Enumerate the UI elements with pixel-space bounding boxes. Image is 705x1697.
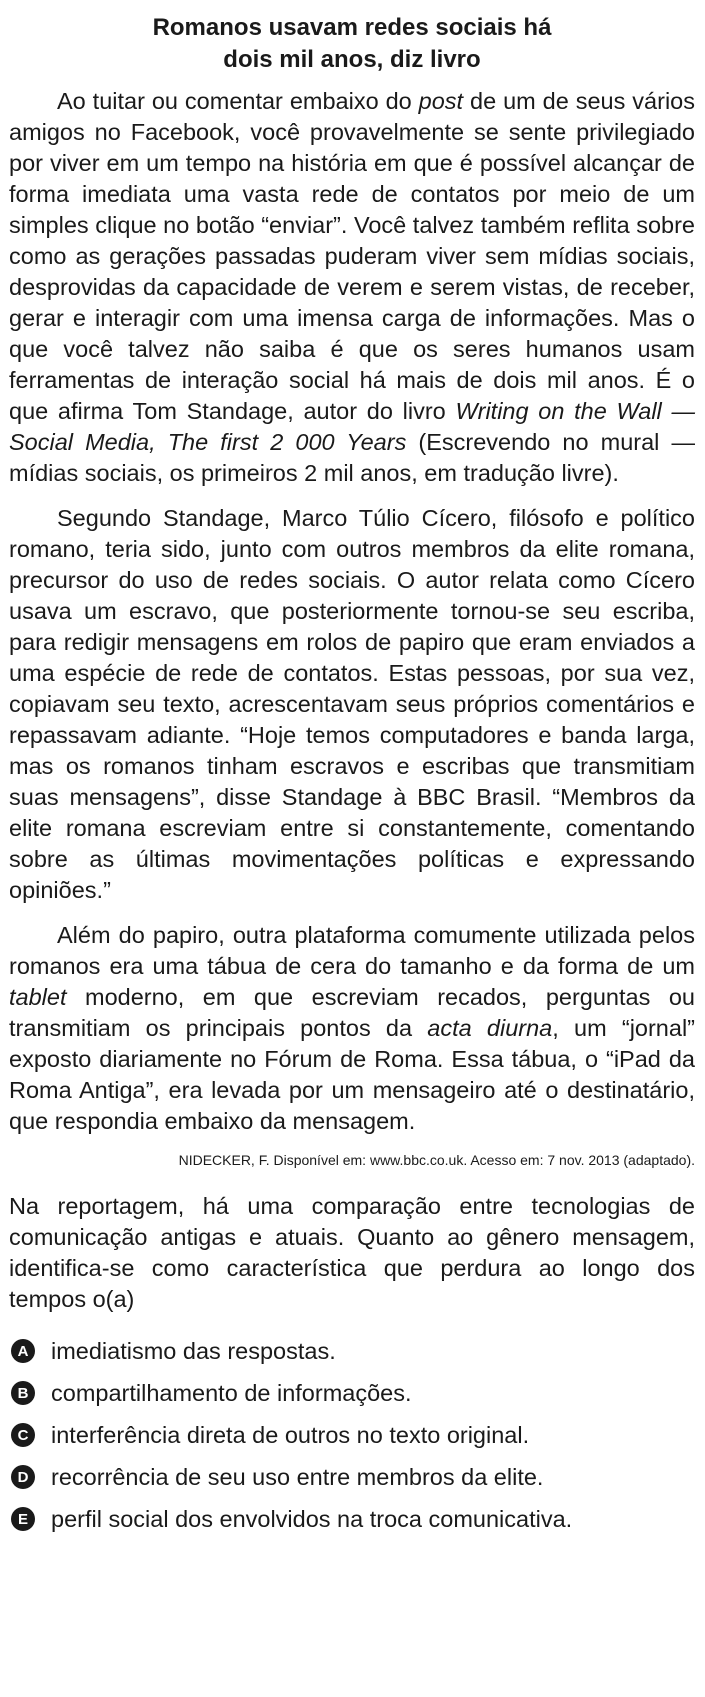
title-line-2: dois mil anos, diz livro	[223, 46, 481, 73]
question-text: Na reportagem, há uma comparação entre tecnologias de comunicação antigas e atuais. Quanto ao gênero mensagem, identifica-se como característica que perdura ao longo dos tempos o(a)	[9, 1193, 695, 1312]
text-run: Além do papiro, outra plataforma comumente utilizada pelos romanos era uma tábua de cera do tamanho e da forma de um	[9, 922, 695, 979]
option-text-d: recorrência de seu uso entre membros da elite.	[51, 1463, 544, 1490]
option-letter-d: D	[11, 1465, 35, 1489]
answer-options	[9, 1335, 695, 1535]
article-paragraph-2	[9, 503, 695, 906]
option-letter-b: B	[11, 1381, 35, 1405]
italic-text: tablet	[9, 984, 67, 1010]
answer-option-e[interactable]	[9, 1503, 695, 1535]
italic-text: acta diurna	[427, 1015, 553, 1041]
option-text-a: imediatismo das respostas.	[51, 1337, 336, 1364]
article-paragraph-1	[9, 86, 695, 489]
text-run: de um de seus vários amigos no Facebook, você provavelmente se sente privilegiado por viver em um tempo na história em que é possível alcançar de forma imediata uma vasta rede de contatos por meio de um simples clique no botão “enviar”. Você talvez também reflita sobre como as gerações passadas puderam viver sem mídias sociais, desprovidas da capacidade de verem e serem vistas, de receber, gerar e interagir com uma imensa carga de informações. Mas o que você talvez não saiba é que os seres humanos usam ferramentas de interação social há mais de dois mil anos. É o que afirma Tom Standage, autor do livro	[9, 88, 695, 424]
article-title	[9, 12, 695, 76]
italic-text: post	[418, 88, 464, 114]
option-letter-a: A	[11, 1339, 35, 1363]
text-run: , um “jornal” exposto diariamente no Fórum de Roma. Essa tábua, o “iPad da Roma Antiga”, era levada por um mensageiro até o destinatário, que respondia embaixo da mensagem.	[9, 1015, 695, 1134]
option-letter-c: C	[11, 1423, 35, 1447]
text-run: (Escrevendo no mural — mídias sociais, os primeiros 2 mil anos, em tradução livre).	[9, 429, 695, 486]
text-run: Ao tuitar ou comentar embaixo do	[57, 88, 419, 114]
option-text-e: perfil social dos envolvidos na troca comunicativa.	[51, 1505, 573, 1532]
option-text-b: compartilhamento de informações.	[51, 1379, 412, 1406]
text-run: moderno, em que escreviam recados, perguntas ou transmitiam os principais pontos da	[9, 984, 695, 1041]
answer-option-c[interactable]	[9, 1419, 695, 1451]
article-paragraph-3	[9, 920, 695, 1137]
answer-option-a[interactable]	[9, 1335, 695, 1367]
option-text-c: interferência direta de outros no texto original.	[51, 1421, 530, 1448]
answer-option-b[interactable]	[9, 1377, 695, 1409]
article-body	[9, 86, 695, 1137]
answer-option-d[interactable]	[9, 1461, 695, 1493]
text-run: Segundo Standage, Marco Túlio Cícero, filósofo e político romano, teria sido, junto com outros membros da elite romana, precursor do uso de redes sociais. O autor relata como Cícero usava um escravo, que posteriormente tornou-se seu escriba, para redigir mensagens em rolos de papiro que eram enviados a uma espécie de rede de contatos. Estas pessoas, por sua vez, copiavam seu texto, acrescentavam seus próprios comentários e repassavam adiante. “Hoje temos computadores e banda larga, mas os romanos tinham escravos e escribas que transmitiam suas mensagens”, disse Standage à BBC Brasil. “Membros da elite romana escreviam entre si constantemente, comentando sobre as últimas movimentações políticas e expressando opiniões.”	[9, 505, 695, 903]
source-citation: NIDECKER, F. Disponível em: www.bbc.co.uk. Acesso em: 7 nov. 2013 (adaptado).	[178, 1152, 695, 1168]
option-letter-e: E	[11, 1507, 35, 1531]
title-line-1: Romanos usavam redes sociais há	[152, 14, 552, 41]
italic-text: Writing on the Wall — Social Media, The first 2 000 Years	[9, 398, 695, 455]
